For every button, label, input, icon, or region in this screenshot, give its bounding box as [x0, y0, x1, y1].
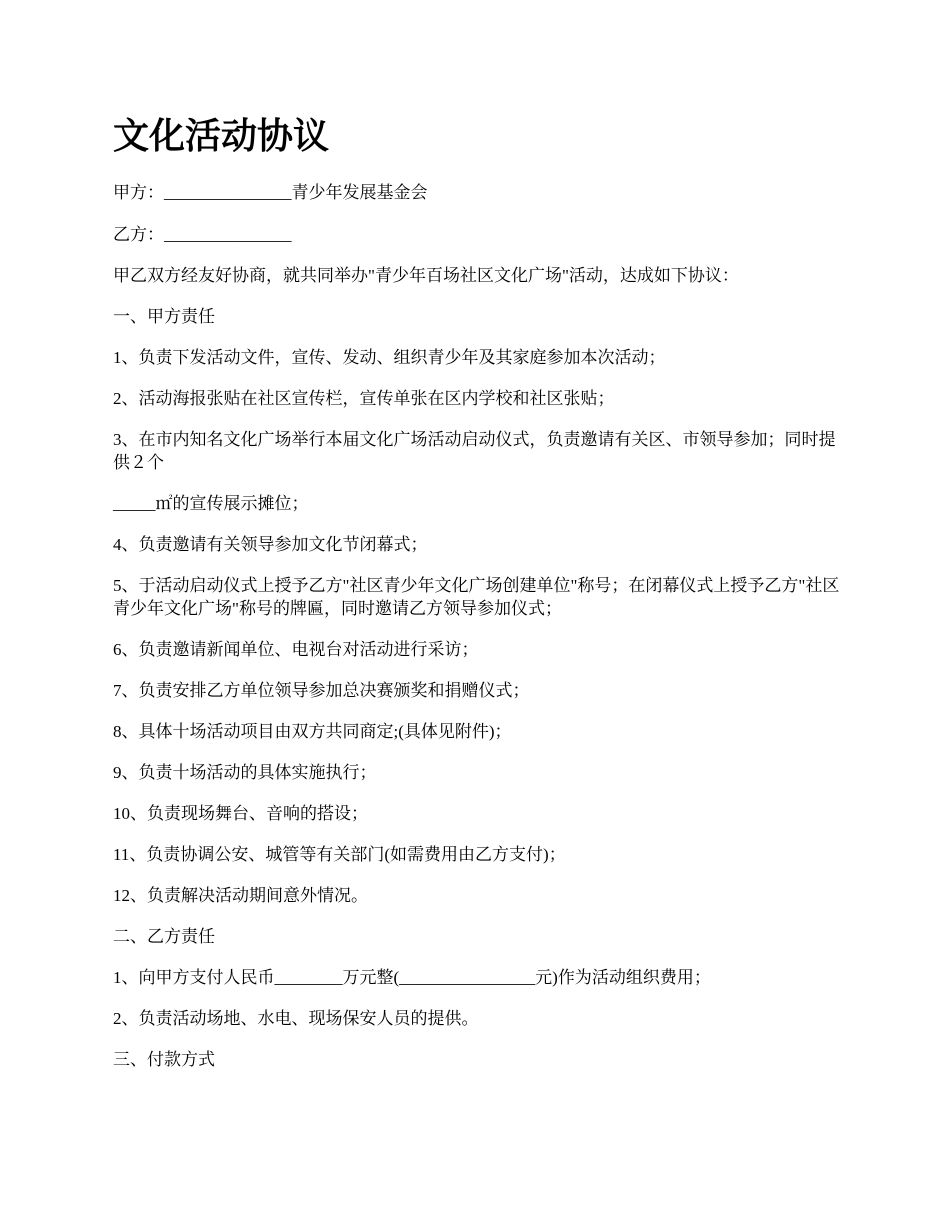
section-heading-payment: 三、付款方式	[113, 1050, 215, 1069]
clause-a-9: 9、负责十场活动的具体实施执行；	[113, 763, 377, 782]
clause-a-6: 6、负责邀请新闻单位、电视台对活动进行采访；	[113, 640, 479, 659]
clause-a-8: 8、具体十场活动项目由双方共同商定;(具体见附件)；	[113, 722, 512, 741]
document-title: 文化活动协议	[113, 116, 330, 156]
clause-a-4: 4、负责邀请有关领导参加文化节闭幕式；	[113, 535, 428, 554]
clause-a-5: 5、于活动启动仪式上授予乙方"社区青少年文化广场创建单位"称号；在闭幕仪式上授予乙方"社区青少年文化广场"称号的牌匾，同时邀请乙方领导参加仪式；	[113, 576, 840, 618]
clause-a-1: 1、负责下发活动文件，宣传、发动、组织青少年及其家庭参加本次活动；	[113, 348, 666, 367]
clause-a-7: 7、负责安排乙方单位领导参加总决赛颁奖和捐赠仪式；	[113, 681, 530, 700]
party-b-line: 乙方：_______________	[113, 225, 292, 244]
clause-a-12: 12、负责解决活动期间意外情况。	[113, 886, 368, 905]
clause-b-2: 2、负责活动场地、水电、现场保安人员的提供。	[113, 1009, 479, 1028]
clause-a-3-continued: _____㎡的宣传展示摊位；	[113, 494, 309, 513]
section-heading-party-b: 二、乙方责任	[113, 927, 215, 946]
clause-a-10: 10、负责现场舞台、音响的搭设；	[113, 804, 368, 823]
clause-a-2: 2、活动海报张贴在社区宣传栏，宣传单张在区内学校和社区张贴；	[113, 389, 615, 408]
clause-a-3: 3、在市内知名文化广场举行本届文化广场活动启动仪式，负责邀请有关区、市领导参加；同时提供２个	[113, 430, 836, 472]
clause-b-1: 1、向甲方支付人民币________万元整(________________元)作为活动组织费用；	[113, 968, 711, 987]
clause-a-11: 11、负责协调公安、城管等有关部门(如需费用由乙方支付)；	[113, 845, 566, 864]
section-heading-party-a: 一、甲方责任	[113, 307, 215, 326]
party-a-line: 甲方：_______________青少年发展基金会	[113, 183, 428, 202]
intro-paragraph: 甲乙双方经友好协商，就共同举办"青少年百场社区文化广场"活动，达成如下协议：	[113, 266, 739, 285]
